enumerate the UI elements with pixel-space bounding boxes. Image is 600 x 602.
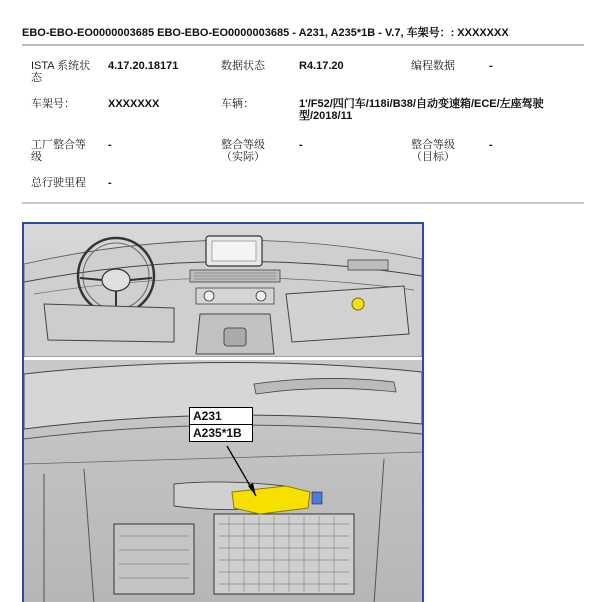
header-divider <box>22 44 584 46</box>
ista-status-value: 4.17.20.18171 <box>108 60 179 72</box>
mileage-label: 总行驶里程 <box>31 177 86 189</box>
programming-data-label: 编程数据 <box>411 60 455 72</box>
mileage-value: - <box>108 177 112 189</box>
callout-label-a231: A231 <box>190 408 252 425</box>
programming-data-value: - <box>489 60 493 72</box>
table-divider <box>22 202 584 204</box>
vehicle-value: 1'/F52/四门车/118i/B38/自动变速箱/ECE/左座驾驶 型/2018/11 <box>299 98 544 122</box>
vin-label: 车架号： <box>31 98 75 110</box>
fuse-box-shape <box>214 514 354 594</box>
location-marker-icon <box>352 298 364 310</box>
actual-integration-value: - <box>299 139 303 151</box>
target-integration-label: 整合等级 （目标） <box>411 139 455 163</box>
data-status-value: R4.17.20 <box>299 60 344 72</box>
factory-integration-value: - <box>108 139 112 151</box>
document-title: EBO-EBO-EO0000003685 EBO-EBO-EO0000003685 - A231, A235*1B - V.7, 车架号：: XXXXXXX <box>22 27 509 39</box>
component-location-figure <box>22 222 424 602</box>
actual-integration-label: 整合等级 （实际） <box>221 139 265 163</box>
vin-value: XXXXXXX <box>108 98 160 110</box>
ista-status-label: ISTA 系统状 态 <box>31 60 91 84</box>
callout-label-a235: A235*1B <box>193 426 242 440</box>
data-status-label: 数据状态 <box>221 60 265 72</box>
factory-integration-label: 工厂整合等 级 <box>31 139 86 163</box>
component-callout <box>189 407 253 442</box>
target-integration-value: - <box>489 139 493 151</box>
vehicle-label: 车辆： <box>221 98 254 110</box>
